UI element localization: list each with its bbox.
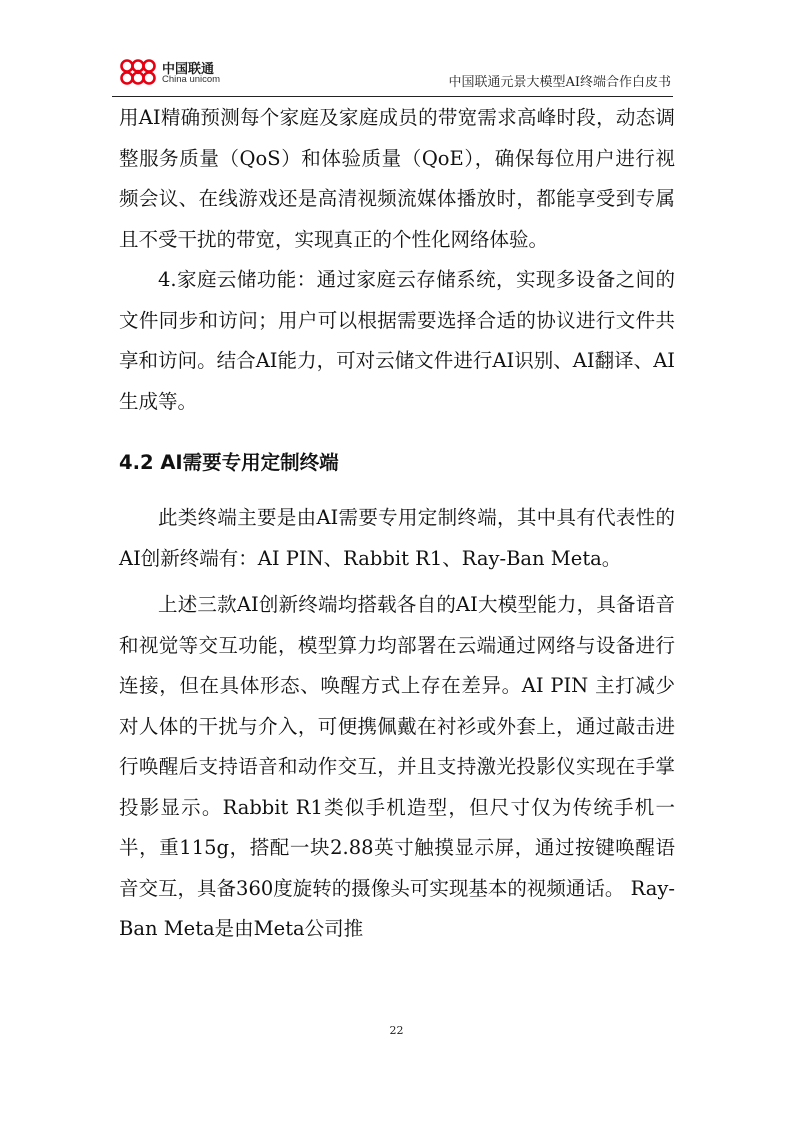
china-unicom-logo (116, 56, 236, 92)
document-title: 中国联通元景大模型AI终端合作白皮书 (448, 75, 671, 90)
page-header (112, 52, 673, 97)
body-paragraph-3: 此类终端主要是由AI需要专用定制终端，其中具有代表性的AI创新终端有：AI PIN、Rabbit R1、Ray-Ban Meta。 (119, 506, 675, 570)
section-heading: 4.2 AI需要专用定制终端 (119, 451, 339, 474)
page-body (119, 98, 675, 950)
body-paragraph-2: 4.家庭云储功能：通过家庭云存储系统，实现多设备之间的文件同步和访问；用户可以根据需要选择合适的协议进行文件共享和访问。结合AI能力，可对云储文件进行AI识别、AI翻译、AI生成等。 (119, 268, 675, 413)
logo-english-name: China unicom (162, 74, 221, 85)
logo-chinese-name: 中国联通 (162, 62, 215, 77)
china-unicom-knot-icon (116, 56, 160, 90)
body-paragraph-1: 用AI精确预测每个家庭及家庭成员的带宽需求高峰时段，动态调整服务质量（QoS）和体验质量（QoE），确保每位用户进行视频会议、在线游戏还是高清视频流媒体播放时，都能享受到专属且不受干扰的带宽，实现真正的个性化网络体验。 (119, 106, 675, 251)
body-paragraph-4: 上述三款AI创新终端均搭载各自的AI大模型能力，具备语音和视觉等交互功能，模型算力均部署在云端通过网络与设备进行连接，但在具体形态、唤醒方式上存在差异。AI PIN 主打减少对人体的干扰与介入，可便携佩戴在衬衫或外套上，通过敲击进行唤醒后支持语音和动作交互，并且支持激光投影仪实现在手掌投影显示。Rabbit R1类似手机造型，但尺寸仅为传统手机一半，重115g，搭配一块2.88英寸触摸显示屏，通过按键唤醒语音交互，具备360度旋转的摄像头可实现基本的视频通话。 Ray-Ban Meta是由Meta公司推 (119, 593, 675, 940)
page-number: 22 (389, 1024, 404, 1037)
